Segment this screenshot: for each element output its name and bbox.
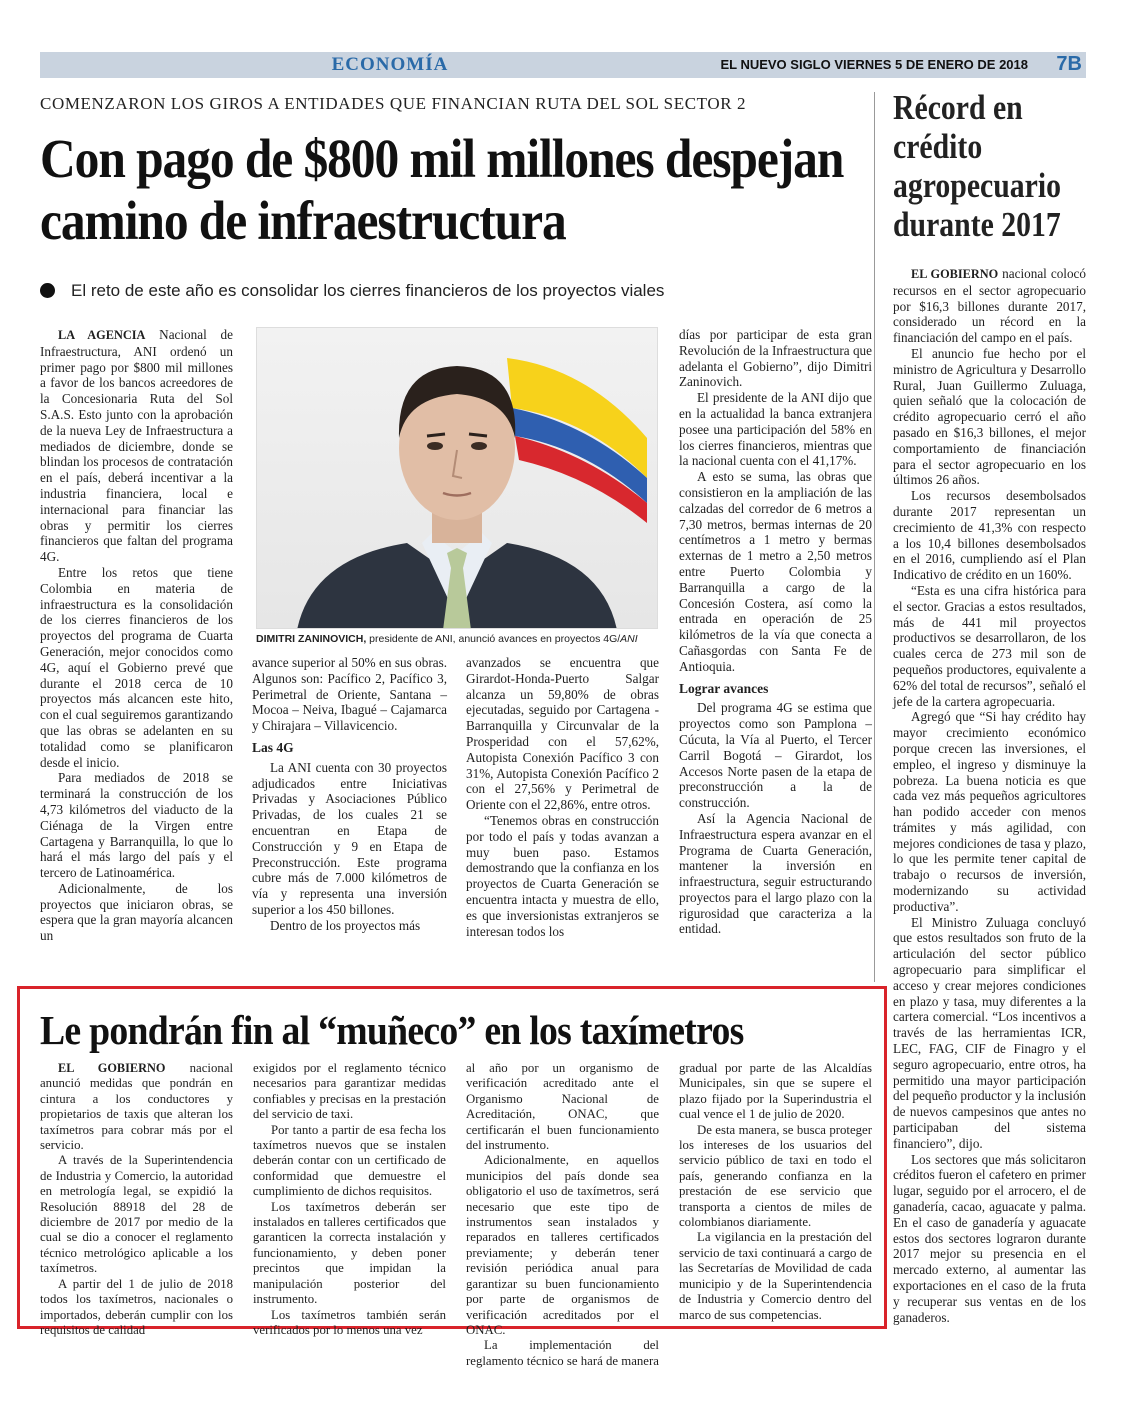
paragraph: A partir del 1 de julio de 2018 todos los taxímetros, nacionales o importados, deberán cumplir con los requisitos de calidad <box>40 1276 233 1337</box>
paragraph: A esto se suma, las obras que consistieron en la ampliación de las calzadas del corredor de 6 metros a 7,30 metros, bermas internas de 20 centímetros a 1 metro y bermas externas de 1 metro a 2,50 metros entre Puerto Colombia y Barranquilla a cargo de la Concesión Costera, así como la entrada en operación de 25 kilómetros de la vía que conecta a Cañasgordas con Santa Fe de Antioquia. <box>679 469 872 674</box>
article-photo <box>256 327 658 629</box>
box-column-4 <box>679 1061 872 1323</box>
paragraph: Dentro de los proyectos más <box>270 917 421 933</box>
sidebar-column <box>893 266 1086 1325</box>
section-header-bar <box>40 52 1086 78</box>
lead-in: EL GOBIERNO <box>58 1061 166 1075</box>
article-column-2 <box>252 655 447 934</box>
paragraph: Los sectores que más solicitaron créditos fueron el cafetero en primer lugar, seguido por el arrocero, el de ganadería, cacao, aguacate y palma. En el caso de ganadería y aguacate estos dos sectores lograron durante 2017 mejor su presencia en el mercado externo, al aumentar las exportaciones en el caso de la fruta y recuperar sus ventas en de los ganaderos. <box>893 1151 1086 1325</box>
sidebar-headline: Récord en crédito agropecuario durante 2017 <box>893 88 1062 244</box>
paragraph: “Esta es una cifra histórica para el sector. Gracias a estos resultados, más de 441 mil proyectos productivos se desarrollaron, de los cuales cerca de 273 mil son de pequeños productores, equivalente a 62% del total de recursos”, señaló el jefe de la cartera agropecuaria. <box>893 582 1086 709</box>
paragraph: A través de la Superintendencia de Industria y Comercio, la autoridad en metrología legal, se expidió la Resolución 88918 del 28 de diciembre de 2017 por medio de la cual se dio a conocer el reglamento técnico metrológico aplicable a los taxímetros. <box>40 1153 233 1276</box>
paragraph: exigidos por el reglamento técnico necesarios para garantizar medidas confiables y precisas en la prestación del servicio de taxi. <box>253 1061 446 1122</box>
paragraph: El anuncio fue hecho por el ministro de Agricultura y Desarrollo Rural, Juan Guillermo Zuluaga, quien señaló que la colocación de crédito agropecuario cerró el año pasado en $16,3 billones, el mejor comportamiento de financiación para el sector agropecuario en los últimos 26 años. <box>893 345 1086 488</box>
paragraph: nacional colocó recursos en el sector agropecuario por $16,3 billones durante 2017, considerado un récord en la financiación del campo en el país. <box>893 266 1086 346</box>
portrait-image <box>257 328 658 629</box>
paragraph: Los recursos desembolsados durante 2017 representan un crecimiento de 41,3% con respecto a los 10,4 billones desembolsados en el 2016, cumpliendo así el Plan Indicativo de crédito en un 160%. <box>893 488 1086 583</box>
caption-credit: ANI <box>620 633 638 645</box>
section-name: ECONOMÍA <box>331 54 449 75</box>
subhead: Las 4G <box>252 739 294 755</box>
paragraph: Entre los retos que tiene Colombia en materia de infraestructura es la consolidación de los cierres financieros de los proyectos del programa de Cuarta Generación, mejor conocidos como 4G, aquí el Gobierno prevé que durante el 2018 cerca de 10 proyectos más alcancen este hito, con el cual seguiremos garantizando que las obras se adelanten en su totalidad como se planificaron desde el inicio. <box>40 564 233 770</box>
bullet-icon <box>40 283 55 298</box>
article-deck <box>40 281 870 301</box>
box-column-3 <box>466 1061 659 1369</box>
issue-date: VIERNES 5 DE ENERO DE 2018 <box>834 57 1028 72</box>
paragraph: Los taxímetros también serán verificados por lo menos una vez <box>253 1307 446 1337</box>
caption-text: presidente de ANI, anunció avances en proyectos 4G/ <box>366 633 621 645</box>
box-headline: Le pondrán fin al “muñeco” en los taxímetros <box>40 1007 744 1053</box>
subhead: Lograr avances <box>679 680 769 696</box>
lead-in: LA AGENCIA <box>58 328 146 342</box>
paragraph: al año por un organismo de verificación acreditado ante el Organismo Nacional de Acreditación, ONAC, que certificarán el buen funcionamiento del instrumento. <box>466 1061 659 1153</box>
deck-text: El reto de este año es consolidar los cierres financieros de los proyectos viales <box>71 281 665 300</box>
paragraph: De esta manera, se busca proteger los intereses de los usuarios del servicio público de taxi en todo el país, generando confianza en la prestación de ese servicio que transporta a cientos de miles de colombianos diariamente. <box>679 1122 872 1230</box>
publication-name: EL NUEVO SIGLO <box>720 57 831 72</box>
paragraph: Para mediados de 2018 se terminará la construcción de los 4,73 kilómetros del viaducto de la Ciénaga de la Virgen entre Cartagena y Barranquilla, lo que lo hará el más largo del país y el tercero de Latinoamérica. <box>40 770 233 881</box>
paragraph: avanzados se encuentra que Girardot-Honda-Puerto Salgar alcanza un 59,80% de obras ejecutadas, seguido por Cartagena - Barranquilla y Circunvalar de la Prosperidad con el 57,62%, Autopista Conexión Pacífico 3 con 31%, Autopista Conexión Pacífico 2 con el 27,56% y Perimetral de Oriente con el 22,86%, entre otros. <box>466 655 659 813</box>
paragraph: Adicionalmente, en aquellos municipios del país donde sea obligatorio el uso de taxímetros, será necesario que este tipo de instrumentos sean instalados y reparados en talleres certificados previamente; y deberán tener revisión periódica anual para garantizar su buen funcionamiento por parte de organismos de verificación acreditados por el ONAC. <box>466 1153 659 1337</box>
paragraph: nacional anunció medidas que pondrán en cintura a los conductores y propietarios de taxis que alteran los taxímetros para cobrar más por el servicio. <box>40 1061 233 1153</box>
paragraph: Por tanto a partir de esa fecha los taxímetros nuevos que se instalen deberán contar con un certificado de conformidad que demuestre el cumplimiento de dichos requisitos. <box>253 1122 446 1199</box>
column-divider <box>874 92 875 982</box>
box-column-2 <box>253 1061 446 1338</box>
paragraph: avance superior al 50% en sus obras. Algunos son: Pacífico 2, Pacífico 3, Perimetral de Oriente, Santana – Mocoa – Neiva, Ibagué – Cajamarca y Chirajara – Villavicencio. <box>252 655 447 734</box>
paragraph: “Tenemos obras en construcción por todo el país y todas avanzan a muy buen paso. Estamos demostrando que la confianza en los proyectos de Cuarta Generación se encuentra intacta y muestra de ello, es que inversionistas extranjeros se interesan todos los <box>466 812 659 939</box>
photo-caption <box>256 633 660 645</box>
paragraph: La vigilancia en la prestación del servicio de taxi continuará a cargo de las Secretarías de Movilidad de cada municipio y de la Superintendencia de Industria y Comercio dentro del marco de sus competencias. <box>679 1230 872 1322</box>
article-column-1 <box>40 327 233 944</box>
paragraph: El Ministro Zuluaga concluyó que estos resultados son fruto de la articulación del sector público agropecuario para simplificar el acceso y crear mejores condiciones en plazo y tasa, muy diferentes a la cartera comercial. “Los incentivos a través de las herramientas ICR, LEC, FAG, CIF de Finagro y el seguro agropecuario, entre otros, ha permitido una mayor participación del pequeño productor y la inclusión de nuevos campesinos que antes no participaban del sistema financiero”, dijo. <box>893 914 1087 1151</box>
paragraph: Del programa 4G se estima que proyectos como son Pamplona – Cúcuta, la Vía al Puerto, el Tercer Carril Bogotá – Girardot, los Accesos Norte pasen de la etapa de preconstrucción a la de construcción. <box>679 700 872 811</box>
paragraph: días por participar de esta gran Revolución de la Infraestructura que adelanta el Gobierno”, dijo Dimitri Zaninovich. <box>679 327 872 390</box>
paragraph: Adicionalmente, de los proyectos que iniciaron obras, se espera que la gran mayoría alcancen un <box>40 880 233 944</box>
box-column-1 <box>40 1061 233 1338</box>
paragraph: La implementación del reglamento técnico se hará de manera <box>466 1338 659 1368</box>
article-kicker: COMENZARON LOS GIROS A ENTIDADES QUE FINANCIAN RUTA DEL SOL SECTOR 2 <box>40 94 747 113</box>
paragraph: Los taxímetros deberán ser instalados en talleres certificados que garanticen la correcta instalación y funcionamiento, y deben poner precintos que impidan la manipulación posterior del instrumento. <box>253 1199 446 1307</box>
article-column-3 <box>466 655 659 939</box>
paragraph: gradual por parte de las Alcaldías Municipales, sin que se supere el plazo fijado por la Superindustria el cual vence el 1 de julio de 2020. <box>679 1061 872 1122</box>
paragraph: El presidente de la ANI dijo que en la actualidad la banca extranjera posee una participación del 58% en los cierres financieros, mientras que la nacional cuenta con el 41,17%. <box>679 390 872 469</box>
lead-in: EL GOBIERNO <box>911 267 999 281</box>
page-number: 7B <box>1056 53 1082 75</box>
paragraph: La ANI cuenta con 30 proyectos adjudicados entre Iniciativas Privadas y Asociaciones Público Privadas, de los cuales 21 se encuentran en Etapa de Construcción y 9 en Etapa de Preconstrucción. Este programa cubre más de 7.000 kilómetros de vía y representa una inversión superior a los 450 billones. <box>252 759 447 917</box>
caption-name: DIMITRI ZANINOVICH, <box>256 633 367 645</box>
article-column-4 <box>679 327 872 937</box>
article-headline: Con pago de $800 mil millones despejan camino de infraestructura <box>40 128 844 251</box>
paragraph: Nacional de Infraestructura, ANI ordenó un primer pago por $800 mil millones a favor de los bancos acreedores de la Concesionaria Ruta del Sol S.A.S. Esto junto con la aprobación de la nueva Ley de Infraestructura a mediados de diciembre, donde se blindan los procesos de contratación en el país, deberá incentivar a la industria financiera, local e internacional para financiar las obras y permitir los cierres financieros que faltan del programa 4G. <box>40 327 234 565</box>
paragraph: Así la Agencia Nacional de Infraestructura espera avanzar en el Programa de Cuarta Generación, mantener la inversión en infraestructura, seguir estructurando proyectos para el largo plazo con la rigurosidad que caracteriza a la entidad. <box>679 810 872 937</box>
paragraph: Agregó que “Si hay crédito hay mayor crecimiento económico porque crecen las inversiones, el empleo, el ingreso y disminuye la pobreza. La buena noticia es que cada vez más pequeños agricultores han podido acceder con menos trámites y más agilidad, con mejores condiciones de tasa y plazo, lo que les permite tener capital de trabajo o recursos de inversión, modernizando su actividad productiva”. <box>893 709 1086 914</box>
publication-date-line <box>720 57 1028 72</box>
